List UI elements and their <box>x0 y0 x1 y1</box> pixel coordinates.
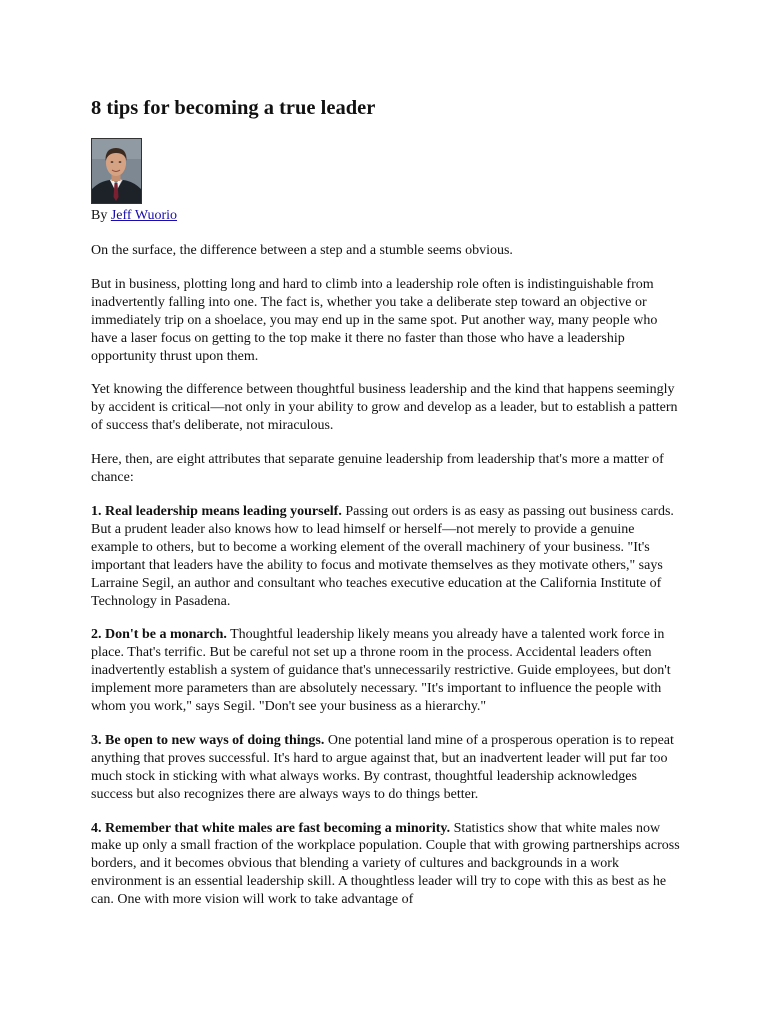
tip-heading: 4. Remember that white males are fast becoming a minority. <box>91 820 451 836</box>
tip-heading: 3. Be open to new ways of doing things. <box>91 732 325 748</box>
author-link[interactable]: Jeff Wuorio <box>110 208 178 223</box>
tip-body: Passing out orders is as easy as passing out business cards. But a prudent leader also knows how to lead himself or herself—not merely to provide a genuine example to others, but to become a working element of the overall machinery of your business. "It's important that leaders have the ability to focus and motivate themselves as they motivate others," says Larraine Segil, an author and consultant who teaches executive education at the California Institute of Technology in Pasadena. <box>91 503 674 609</box>
tip-body: Statistics show that white males now make up only a small fraction of the workplace population. Couple that with growing partnerships across borders, and it becomes obvious that blending a variety of cultures and backgrounds in a work environment is an essential leadership skill. A thoughtless leader will try to cope with this as best as he can. One with more vision will work to take advantage of <box>91 820 680 908</box>
tip-heading: 1. Real leadership means leading yourself. <box>91 503 342 519</box>
byline-prefix: By <box>91 208 111 223</box>
article <box>91 96 681 909</box>
byline <box>91 207 681 225</box>
intro-paragraph-2: But in business, plotting long and hard to climb into a leadership role often is indistinguishable from inadvertently falling into one. The fact is, whether you take a deliberate step toward an objective or immediately trip on a shoelace, you may end up in the same spot. Put another way, many people who have a laser focus on getting to the top make it there no faster than those who have a leadership opportunity thrust upon them. <box>91 276 658 364</box>
tip-paragraph-2 <box>91 626 681 716</box>
author-photo <box>91 138 142 204</box>
tip-body: One potential land mine of a prosperous operation is to repeat anything that proves successful. It's hard to argue against that, but an inadvertent leader will put far too much stock in sticking with what always works. By contrast, thoughtful leadership acknowledges success but also recognizes there are always ways to do things better. <box>91 732 674 802</box>
author-portrait-image <box>92 139 141 203</box>
tip-paragraph-4 <box>91 820 681 910</box>
article-title: 8 tips for becoming a true leader <box>91 97 376 119</box>
tip-heading: 2. Don't be a monarch. <box>91 627 227 643</box>
intro-paragraph-1: On the surface, the difference between a step and a stumble seems obvious. <box>91 243 513 258</box>
tip-body: Thoughtful leadership likely means you already have a talented work force in place. That's terrific. But be careful not set up a throne room in the process. Accidental leaders often inadvertently establish a system of guidance that's unnecessarily restrictive. Guide employees, but don't implement more parameters than are absolutely necessary. "It's important to influence the people with whom you work," says Segil. "Don't see your business as a hierarchy." <box>91 627 671 715</box>
tip-paragraph-3 <box>91 732 681 804</box>
intro-paragraph-4: Here, then, are eight attributes that separate genuine leadership from leadership that's more a matter of chance: <box>91 452 664 486</box>
tip-paragraph-1 <box>91 503 681 610</box>
intro-paragraph-3: Yet knowing the difference between thoughtful business leadership and the kind that happens seemingly by accident is critical—not only in your ability to grow and develop as a leader, but to establish a pattern of success that's deliberate, not miraculous. <box>91 382 678 434</box>
